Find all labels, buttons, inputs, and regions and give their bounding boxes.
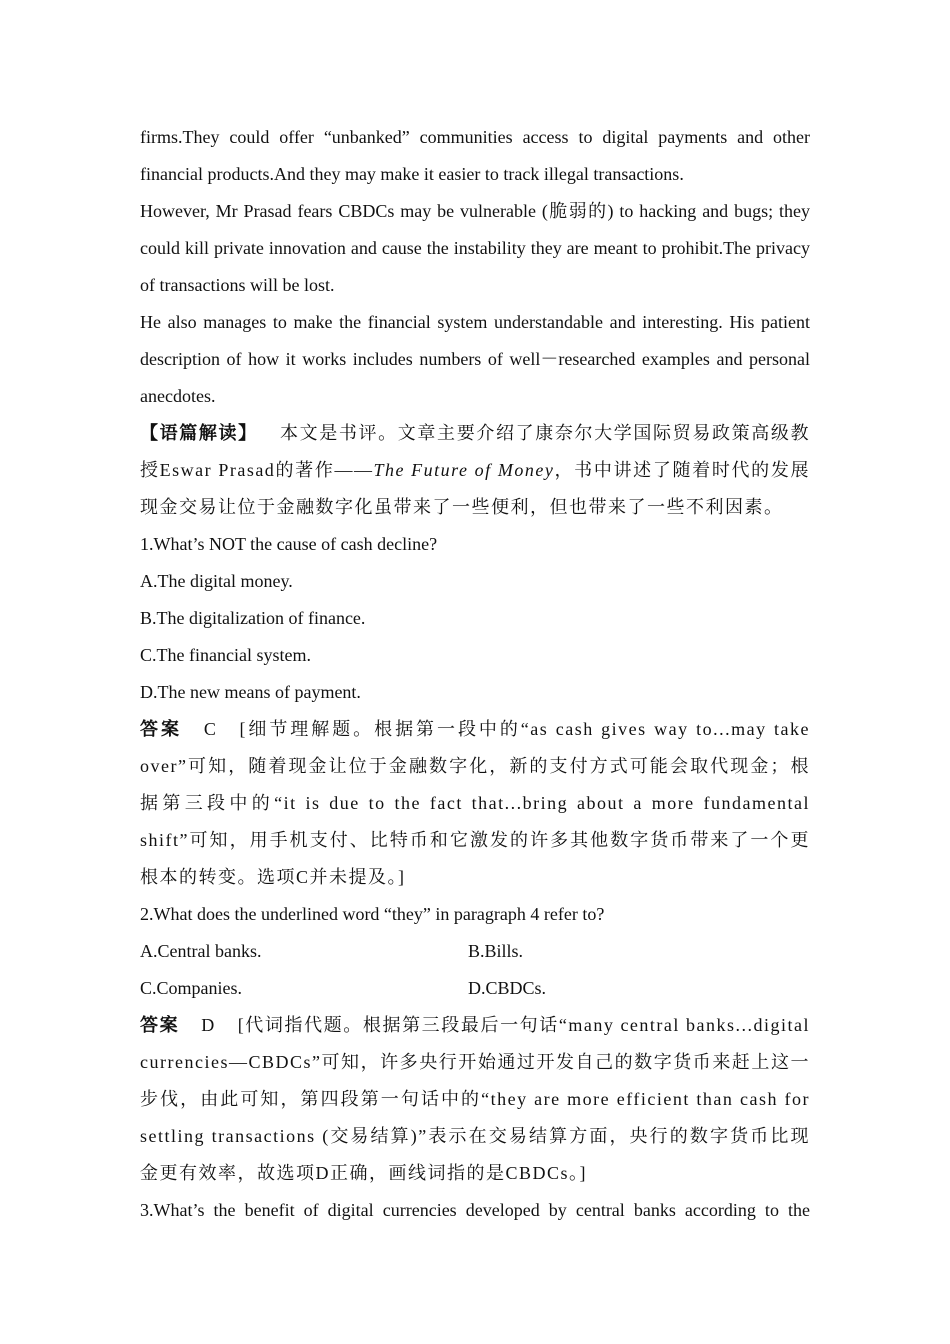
analysis-book-title: The Future of Money [373, 460, 555, 480]
analysis-text-a: 本文是书评。文章主要介绍了康奈尔大学国际贸易政策高级教授Eswar Prasad的著作—— [140, 423, 811, 480]
question-1-answer [140, 711, 810, 896]
passage-paragraph-1-line-1: firms.They could offer “unbanked” communities access to digital payments and other [140, 127, 810, 147]
answer-letter: D [201, 1015, 216, 1035]
analysis-text-b: ，书中讲述了随着时代的发展现金交易让位于金融数字化虽带来了一些便利，但也带来了一些不利因素。 [140, 460, 811, 517]
question-2-answer [140, 1007, 810, 1192]
question-3: 3.What’s the benefit of digital currencies developed by central banks according to the [140, 1200, 810, 1220]
question-2-option-b: B.Bills. [468, 941, 524, 961]
document-body [140, 119, 810, 1229]
question-2-option-d: D.CBDCs. [468, 978, 547, 998]
question-2: 2.What does the underlined word “they” in paragraph 4 refer to? [140, 904, 605, 924]
answer-explanation: [细节理解题。根据第一段中的“as cash gives way to...may take over”可知，随着现金让位于金融数字化，新的支付方式可能会取代现金；根据第三段中的“it is due to the fact that...bring about a more fundamental shift”可知，用手机支付、比特币和它激发的许多其他数字货币带来了一个更根本的转变。选项C并未提及。] [140, 719, 811, 887]
passage-analysis [140, 415, 810, 526]
question-2-options-row-2 [140, 970, 810, 1007]
answer-label: 答案 [140, 1015, 180, 1035]
analysis-heading: 【语篇解读】 [140, 423, 258, 443]
answer-label: 答案 [140, 719, 182, 739]
question-2-option-c: C.Companies. [140, 978, 242, 998]
question-1-option-a: A.The digital money. [140, 571, 293, 591]
question-1-option-b: B.The digitalization of finance. [140, 608, 366, 628]
question-1-option-d: D.The new means of payment. [140, 682, 361, 702]
question-2-option-a: A.Central banks. [140, 941, 262, 961]
question-1: 1.What’s NOT the cause of cash decline? [140, 534, 438, 554]
question-1-option-c: C.The financial system. [140, 645, 311, 665]
answer-explanation: [代词指代题。根据第三段最后一句话“many central banks...digital currencies—CBDCs”可知，许多央行开始通过开发自己的数字货币来赶上这一步伐，由此可知，第四段第一句话中的“they are more efficient than cash for settling transactions (交易结算)”表示在交易结算方面，央行的数字货币比现金更有效率，故选项D正确，画线词指的是CBDCs。] [140, 1015, 810, 1183]
passage-paragraph-3: He also manages to make the financial system understandable and interesting. His patient description of how it works includes numbers of well－researched examples and personal anecdotes. [140, 312, 810, 406]
passage-paragraph-1-line-2: financial products.And they may make it easier to track illegal transactions. [140, 164, 684, 184]
answer-letter: C [203, 719, 218, 739]
passage-paragraph-2: However, Mr Prasad fears CBDCs may be vulnerable (脆弱的) to hacking and bugs; they could kill private innovation and cause the instability they are meant to prohibit.The privacy of transactions will be lost. [140, 201, 810, 295]
question-2-options-row-1 [140, 933, 810, 970]
